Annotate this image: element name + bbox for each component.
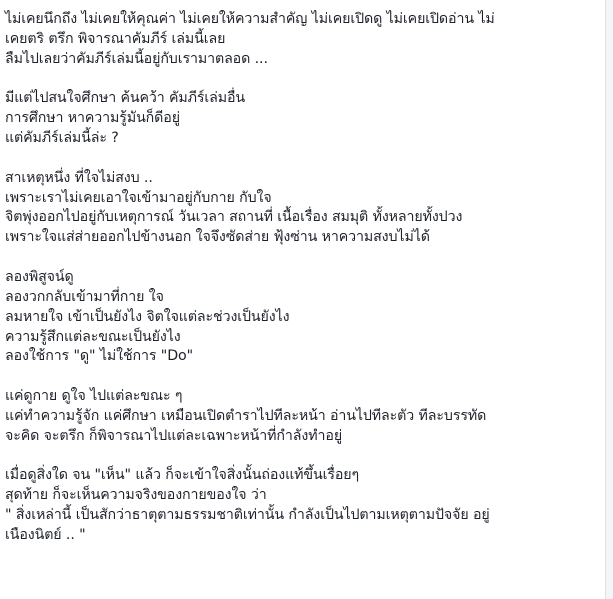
post-text-line: ไม่เคยนึกถึง ไม่เคยให้คุณค่า ไม่เคยให้ความสำคัญ ไม่เคยเปิดดู ไม่เคยเปิดอ่าน ไม่ [5,11,495,27]
post-paragraph [5,89,605,149]
post-text-line: ลองใช้การ "ดู" ไม่ใช้การ "Do" [5,348,194,365]
post-paragraph [5,169,605,249]
post-text-line: เคยตริ ตรึก พิจารณาคัมภีร์ เล่มนี้เลย [5,30,226,47]
post-text-line: มีแต่ไปสนใจศึกษา ค้นคว้า คัมภีร์เล่มอื่น [5,90,246,107]
post-text-line: สุดท้าย ก็จะเห็นความจริงของกายของใจ ว่า [5,487,267,504]
post-text-line: ความรู้สึกแต่ละขณะเป็นยังไง [5,328,181,345]
post-text-line: ลองพิสูจน์ดู [5,268,74,285]
post-paragraph [5,10,605,70]
post-text-line: เพราะใจแส่ส่ายออกไปข้างนอก ใจจึงซัดส่าย ฟุ้งซ่าน หาความสงบไม่ได้ [5,229,430,246]
post-text-line: เนืองนิตย์ .. " [5,527,86,543]
post-text-line: จิตพุ่งออกไปอยู่กับเหตุการณ์ วันเวลา สถานที่ เนื้อเรื่อง สมมุติ ทั้งหลายทั้งปวง [5,209,463,226]
post-text-line: แค่ดูกาย ดูใจ ไปแต่ละขณะ ๆ [5,387,183,404]
post-text-line: จะคิด จะตรึก ก็พิจารณาไปแต่ละเฉพาะหน้าที่กำลังทำอยู่ [5,427,343,444]
scroll-edge [605,0,613,599]
post-text-line: เพราะเราไม่เคยเอาใจเข้ามาอยู่กับกาย กับใจ [5,189,272,206]
post-text-line: เมื่อดูสิ่งใด จน "เห็น" แล้ว ก็จะเข้าใจสิ่งนั้นถ่องแท้ขึ้นเรื่อยๆ [5,467,359,484]
post-text-line: แต่คัมภีร์เล่มนี้ล่ะ ? [5,130,119,147]
post-text-line: สาเหตุหนึ่ง ที่ใจไม่สงบ .. [5,169,153,186]
post-text-line: การศึกษา หาความรู้มันก็ดีอยู่ [5,110,180,127]
post-text-line: " สิ่งเหล่านี้ เป็นสักว่าธาตุตามธรรมชาติเท่านั้น กำลังเป็นไปตามเหตุตามปัจจัย อยู่ [5,507,490,524]
post-text-line: ลองวกกลับเข้ามาที่กาย ใจ [5,288,164,305]
post-body [5,10,605,566]
post-text-line: แค่ทำความรู้จัก แค่ศึกษา เหมือนเปิดตำราไปทีละหน้า อ่านไปทีละตัว ทีละบรรทัด [5,407,487,424]
post-paragraph [5,387,605,447]
post-text-line: ลมหายใจ เข้าเป็นยังไง จิตใจแต่ละช่วงเป็นยังไง [5,308,290,325]
post-paragraph [5,268,605,368]
post-paragraph [5,466,605,546]
post-text-line: ลืมไปเลยว่าคัมภีร์เล่มนี้อยู่กับเรามาตลอด ... [5,50,268,67]
